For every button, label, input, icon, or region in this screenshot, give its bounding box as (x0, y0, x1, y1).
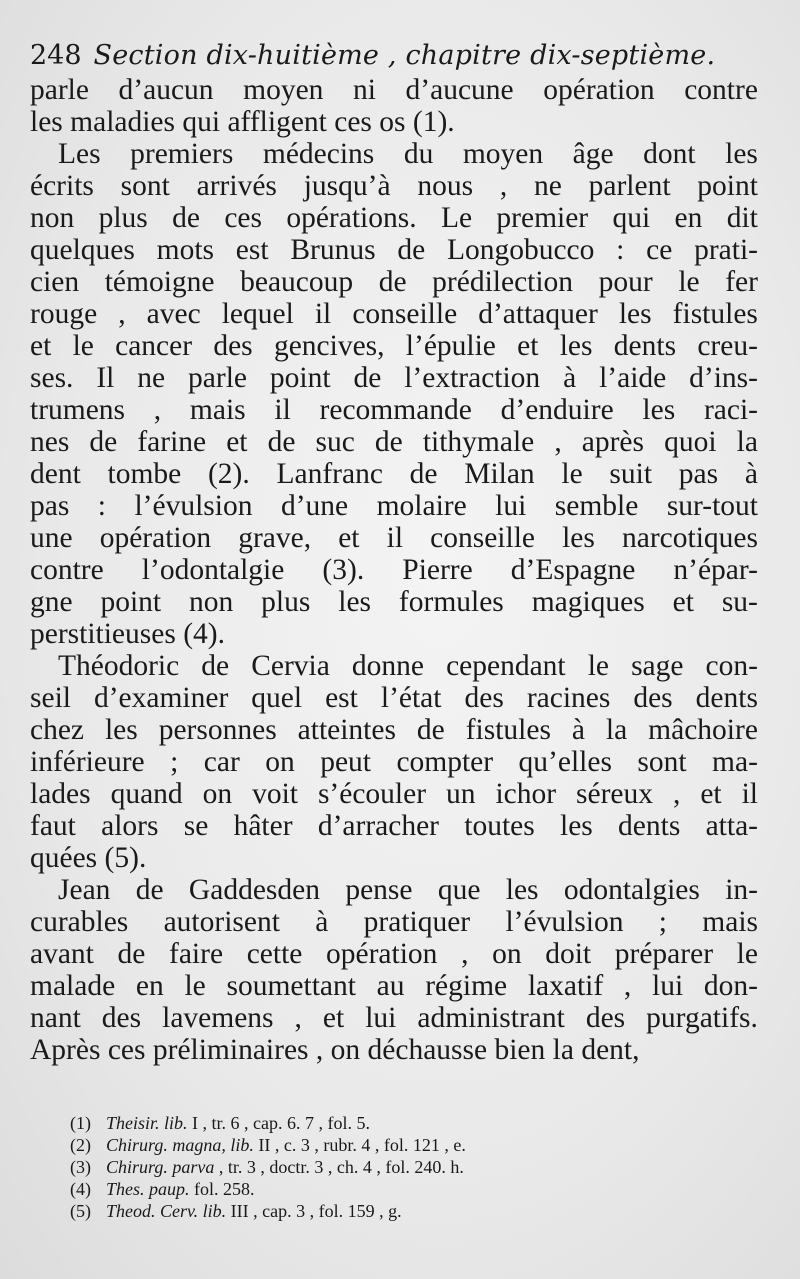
footnote-reference: , tr. 3 , doctr. 3 , ch. 4 , fol. 240. h. (214, 1157, 464, 1177)
text-line: contre l’odontalgie (3). Pierre d’Espagne n’épar- (30, 554, 758, 586)
text-line: trumens , mais il recommande d’enduire les raci- (30, 394, 758, 426)
text-line: une opération grave, et il conseille les narcotiques (30, 522, 758, 554)
footnotes (30, 1112, 758, 1222)
footnote (70, 1156, 758, 1178)
text-line: parle d’aucun moyen ni d’aucune opération contre (30, 74, 758, 106)
text-line: chez les personnes atteintes de fistules à la mâchoire (30, 714, 758, 746)
paragraph (30, 74, 758, 138)
text-line: rouge , avec lequel il conseille d’attaquer les fistules (30, 298, 758, 330)
text-line: non plus de ces opérations. Le premier qui en dit (30, 202, 758, 234)
footnote-reference: III , cap. 3 , fol. 159 , g. (226, 1201, 402, 1221)
text-line: perstitieuses (4). (30, 618, 225, 650)
footnote-mark: (3) (70, 1157, 91, 1177)
footnote-source: Theisir. lib. (106, 1113, 188, 1133)
text-line: curables autorisent à pratiquer l’évulsion ; mais (30, 906, 758, 938)
text-line: Jean de Gaddesden pense que les odontalgies in- (58, 874, 758, 906)
text-line: seil d’examiner quel est l’état des racines des dents (30, 682, 758, 714)
footnote-source: Thes. paup. (106, 1179, 190, 1199)
footnote-reference: II , c. 3 , rubr. 4 , fol. 121 , e. (253, 1135, 466, 1155)
text-line: les maladies qui affligent ces os (1). (30, 106, 455, 138)
footnote-source: Chirurg. parva (106, 1157, 215, 1177)
text-line: faut alors se hâter d’arracher toutes les dents atta- (30, 810, 758, 842)
footnote-mark: (2) (70, 1135, 91, 1155)
text-line: et le cancer des gencives, l’épulie et les dents creu- (30, 330, 758, 362)
footnote-mark: (4) (70, 1179, 91, 1199)
text-line: nant des lavemens , et lui administrant des purgatifs. (30, 1002, 758, 1034)
footnote-reference: I , tr. 6 , cap. 6. 7 , fol. 5. (187, 1113, 371, 1133)
footnote-reference: fol. 258. (189, 1179, 255, 1199)
footnote (70, 1178, 758, 1200)
page-number: 248 (30, 40, 82, 71)
text-line: quées (5). (30, 842, 147, 874)
text-line: Les premiers médecins du moyen âge dont les (58, 138, 758, 170)
footnote-mark: (5) (70, 1201, 91, 1221)
text-line: quelques mots est Brunus de Longobucco : ce prati- (30, 234, 758, 266)
footnote-source: Theod. Cerv. lib. (106, 1201, 227, 1221)
text-line: écrits sont arrivés jusqu’à nous , ne parlent point (30, 170, 758, 202)
footnote-mark: (1) (70, 1113, 91, 1133)
body-text (30, 74, 758, 1066)
footnote-source: Chirurg. magna, lib. (106, 1135, 254, 1155)
text-line: Après ces préliminaires , on déchausse bien la dent, (30, 1034, 640, 1066)
text-line: Théodoric de Cervia donne cependant le sage con- (58, 650, 758, 682)
running-header (30, 40, 758, 72)
text-line: lades quand on voit s’écouler un ichor séreux , et il (30, 778, 758, 810)
text-line: gne point non plus les formules magiques et su- (30, 586, 758, 618)
footnote (70, 1200, 758, 1222)
text-line: malade en le soumettant au régime laxatif , lui don- (30, 970, 758, 1002)
text-line: ses. Il ne parle point de l’extraction à l’aide d’ins- (30, 362, 758, 394)
paragraph (30, 874, 758, 1066)
text-line: cien témoigne beaucoup de prédilection pour le fer (30, 266, 758, 298)
text-line: inférieure ; car on peut compter qu’elles sont ma- (30, 746, 758, 778)
paragraph (30, 138, 758, 650)
text-line: nes de farine et de suc de tithymale , après quoi la (30, 426, 758, 458)
footnote (70, 1112, 758, 1134)
footnote (70, 1134, 758, 1156)
running-title: Section dix-huitième , chapitre dix-septième. (93, 40, 716, 71)
paragraph (30, 650, 758, 874)
text-line: avant de faire cette opération , on doit préparer le (30, 938, 758, 970)
text-line: pas : l’évulsion d’une molaire lui semble sur-tout (30, 490, 758, 522)
text-line: dent tombe (2). Lanfranc de Milan le suit pas à (30, 458, 758, 490)
